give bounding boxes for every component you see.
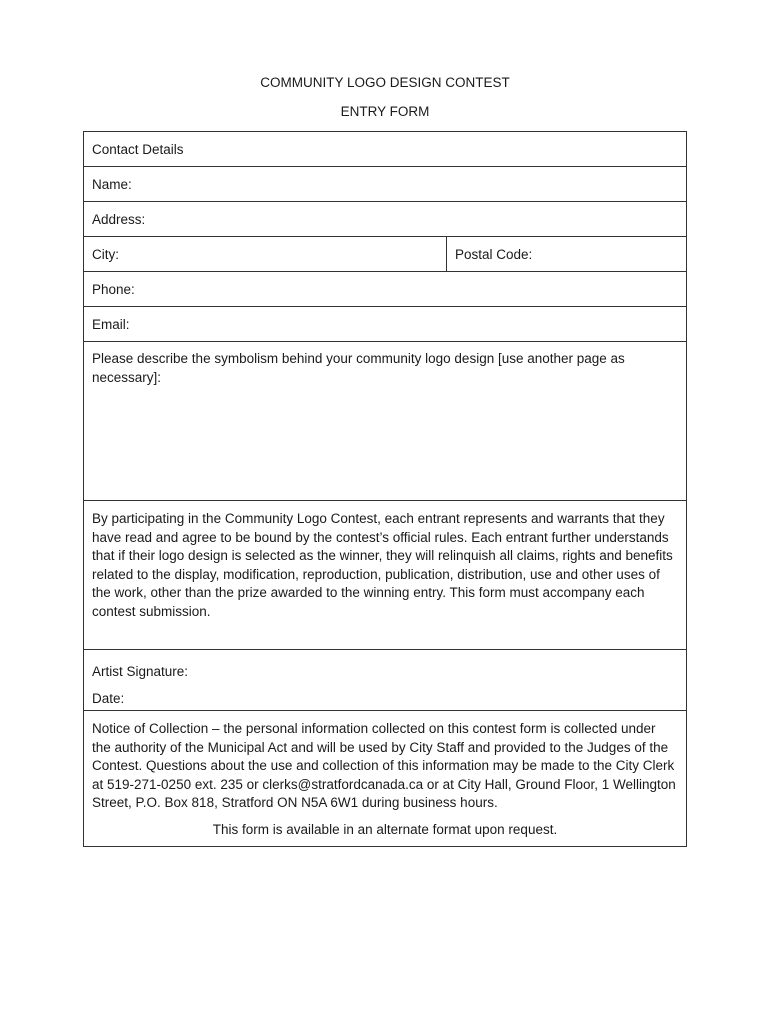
page-title: COMMUNITY LOGO DESIGN CONTEST bbox=[260, 75, 510, 90]
contact-details-row bbox=[84, 132, 686, 167]
postal-code-field[interactable] bbox=[447, 237, 686, 271]
name-label: Name: bbox=[92, 176, 132, 192]
rules-text: By participating in the Community Logo Contest, each entrant represents and warrants that they have read and agree to be bound by the contest’s official rules. Each entrant further understands that if their logo design is selected as the winner, they will relinquish all claims, rights and benefits related to the display, modification, reproduction, publication, distribution, use and other uses of the work, other than the prize awarded to the winning entry. This form must accompany each contest submission. bbox=[92, 511, 673, 619]
name-field[interactable] bbox=[84, 167, 686, 202]
city-label: City: bbox=[92, 246, 119, 262]
entry-form-table bbox=[83, 131, 687, 847]
alternate-format-note: This form is available in an alternate format upon request. bbox=[212, 821, 558, 837]
signature-section bbox=[84, 650, 686, 711]
date-label: Date: bbox=[92, 691, 125, 706]
phone-field[interactable] bbox=[84, 272, 686, 307]
city-field[interactable] bbox=[84, 237, 447, 271]
notice-text: Notice of Collection – the personal information collected on this contest form is collected under the authority of the Municipal Act and will be used by City Staff and provided to the Judges of the Contest. Questions about the use and collection of this information may be made to the City Clerk at 519-271-0250 ext. 235 or clerks@stratfordcanada.ca or at City Hall, Ground Floor, 1 Wellington Street, P.O. Box 818, Stratford ON N5A 6W1 during business hours. bbox=[92, 721, 676, 811]
postal-code-label: Postal Code: bbox=[455, 246, 533, 262]
date-field[interactable] bbox=[92, 685, 678, 712]
contact-details-heading: Contact Details bbox=[92, 141, 184, 157]
artist-signature-label: Artist Signature: bbox=[92, 664, 189, 679]
notice-of-collection bbox=[84, 711, 686, 846]
city-postal-row bbox=[84, 237, 686, 272]
symbolism-prompt: Please describe the symbolism behind your community logo design [use another page as necessary]: bbox=[92, 351, 625, 385]
phone-label: Phone: bbox=[92, 281, 135, 297]
page-subtitle: ENTRY FORM bbox=[340, 104, 430, 119]
symbolism-field[interactable] bbox=[84, 342, 686, 501]
address-field[interactable] bbox=[84, 202, 686, 237]
email-field[interactable] bbox=[84, 307, 686, 342]
artist-signature-field[interactable] bbox=[92, 658, 678, 685]
email-label: Email: bbox=[92, 316, 130, 332]
address-label: Address: bbox=[92, 211, 146, 227]
rules-section bbox=[84, 501, 686, 650]
